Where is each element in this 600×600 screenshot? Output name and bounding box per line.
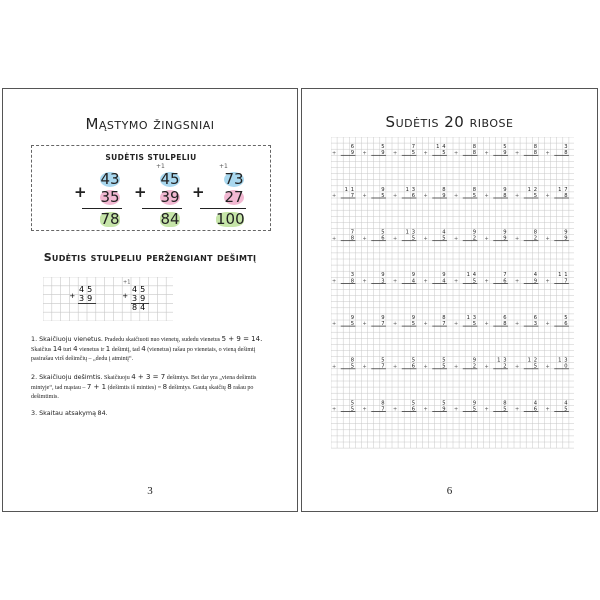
addend-bottom: 5: [350, 406, 355, 413]
plus-sign: +: [484, 278, 489, 285]
addend-bottom: 7: [381, 321, 385, 328]
addend-bottom: 8: [564, 150, 568, 157]
addend-top: 3: [411, 229, 416, 236]
addend-bottom: 2: [533, 235, 538, 242]
step-2-formula: 7 + 1: [86, 383, 107, 391]
addend-bottom: 6: [564, 321, 568, 328]
step-1-number: 1: [105, 345, 111, 353]
addend-bottom: 7: [381, 406, 385, 413]
addend-top: 1: [558, 357, 562, 364]
plus-sign: +: [545, 406, 550, 413]
step-2-text: dešimtys. Gautą skaičių: [168, 385, 226, 391]
addend-top: 5: [442, 357, 446, 364]
plus-sign: +: [545, 235, 550, 242]
addend-bottom: 8: [503, 321, 507, 328]
plus-sign: +: [331, 150, 337, 157]
addend-top: 9: [350, 314, 355, 321]
step-2: [31, 373, 277, 402]
sum-line: [82, 208, 122, 209]
step-1-text: vienetus ir: [79, 347, 105, 353]
addend-top: 8: [503, 400, 507, 407]
addend-top: 1: [558, 186, 562, 193]
addend-top: 5: [381, 357, 385, 364]
plus-sign: +: [423, 406, 428, 413]
addend-bottom: 9: [503, 150, 507, 157]
plus-sign: +: [362, 193, 367, 200]
addend-top: 1: [405, 186, 409, 193]
addend-bottom: 5: [350, 321, 355, 328]
addend-top: 5: [381, 229, 385, 236]
plus-sign: +: [392, 363, 398, 370]
step-3-lead: 3. Skaitau atsakymą: [31, 409, 97, 417]
grid-b-top: 45: [132, 285, 149, 294]
addend-top: 1: [350, 186, 355, 193]
addend-top: 8: [472, 186, 477, 193]
left-page-title: Mąstymo žingsniai: [85, 115, 215, 133]
right-page: [301, 88, 598, 512]
step-1-text: Pradedu skaičiuoti nuo vienetų, sudedu vienetus: [104, 337, 221, 343]
addend-top: 1: [344, 186, 348, 193]
addend-top: 3: [564, 144, 568, 151]
addend-top: 9: [564, 229, 568, 236]
addend-top: 9: [503, 186, 507, 193]
addend-top: 4: [472, 272, 477, 279]
plus-sign: +: [423, 278, 428, 285]
box-title: SUDĖTIS STULPELIU: [105, 153, 197, 162]
plus-sign: +: [362, 235, 367, 242]
grid-a-plus: +: [69, 292, 76, 300]
ex2-carry: +1: [156, 163, 165, 170]
addend-bottom: 3: [533, 321, 538, 328]
step-1-number: 14: [52, 345, 62, 353]
plus-sign: +: [484, 193, 489, 200]
ex1-bottom: 35: [100, 188, 120, 206]
plus-sign: +: [545, 150, 550, 157]
ex1-result: 78: [100, 210, 120, 228]
addend-bottom: 5: [442, 150, 446, 157]
addend-top: 9: [411, 272, 416, 279]
ex2-result: 84: [160, 210, 180, 228]
addend-top: 5: [350, 400, 355, 407]
grid-a-bottom: 39: [79, 294, 96, 303]
right-page-title: Sudėtis 20 ribose: [385, 113, 514, 131]
addend-top: 7: [411, 144, 416, 151]
plus-sign: +: [392, 321, 398, 328]
addend-top: 1: [527, 186, 531, 193]
addend-top: 6: [533, 314, 538, 321]
addend-bottom: 9: [442, 406, 446, 413]
plus-sign: +: [514, 278, 520, 285]
addend-bottom: 5: [472, 278, 477, 285]
plus-sign: +: [192, 183, 205, 201]
grid-examples: [43, 277, 173, 321]
ex3-carry: +1: [219, 163, 228, 170]
plus-sign: +: [331, 363, 337, 370]
plus-sign: +: [331, 193, 337, 200]
step-2-text: (dešimtis iš minties) =: [107, 385, 162, 391]
addend-bottom: 6: [533, 406, 538, 413]
addend-bottom: 5: [472, 192, 477, 199]
plus-sign: +: [514, 193, 520, 200]
addend-top: 1: [497, 357, 501, 364]
addend-top: 2: [533, 357, 538, 364]
addend-bottom: 2: [472, 363, 477, 370]
addend-bottom: 9: [564, 235, 568, 242]
ex3-top: 73: [224, 170, 244, 188]
plus-sign: +: [514, 235, 520, 242]
addend-bottom: 8: [350, 278, 355, 285]
addend-top: 1: [405, 229, 409, 236]
addend-top: 3: [564, 357, 568, 364]
addend-bottom: 9: [381, 150, 385, 157]
addend-top: 9: [381, 272, 385, 279]
plus-sign: +: [453, 363, 459, 370]
column-example-1: [74, 165, 124, 229]
addend-top: 6: [350, 144, 355, 151]
addend-top: 9: [411, 314, 416, 321]
plus-sign: +: [453, 150, 459, 157]
addend-top: 1: [436, 144, 440, 151]
addend-top: 2: [533, 186, 538, 193]
plus-sign: +: [514, 321, 520, 328]
plus-sign: +: [423, 321, 428, 328]
addend-bottom: 5: [350, 363, 355, 370]
addend-top: 8: [472, 144, 477, 151]
plus-sign: +: [545, 193, 550, 200]
subtitle-crossing-ten: Sudėtis stulpeliu peržengiant dešimtį: [43, 251, 257, 264]
addend-bottom: 8: [564, 192, 568, 199]
addend-bottom: 6: [381, 235, 385, 242]
step-3: [31, 409, 277, 419]
column-addition-box: [31, 145, 271, 231]
right-page-number: 6: [446, 485, 453, 497]
addend-bottom: 4: [411, 278, 416, 285]
ex3-result: 100: [216, 210, 245, 228]
addend-bottom: 9: [503, 235, 507, 242]
addend-bottom: 8: [472, 150, 477, 157]
addend-top: 4: [442, 229, 446, 236]
addend-top: 1: [558, 272, 562, 279]
addend-bottom: 8: [533, 150, 538, 157]
grid-b-carry: +1: [123, 279, 131, 286]
step-1-text: Skaičius: [31, 347, 52, 353]
addend-top: 3: [350, 272, 355, 279]
plus-sign: +: [423, 235, 428, 242]
addend-top: 8: [533, 229, 538, 236]
plus-sign: +: [453, 321, 459, 328]
column-example-2: [134, 165, 184, 229]
addend-top: 3: [411, 186, 416, 193]
plus-sign: +: [545, 278, 550, 285]
addend-top: 6: [503, 314, 507, 321]
step-1-text: (vienetus) rašau po vienetais, o vieną dešimtį pasirašau virš dešimčių – „dedu į atmintį“.: [31, 347, 256, 362]
step-2-formula: 4 + 3 = 7: [131, 373, 166, 381]
ex2-bottom: 39: [160, 188, 180, 206]
step-1-formula: 5 + 9 = 14.: [221, 335, 263, 343]
addend-top: 7: [350, 229, 355, 236]
left-page: [2, 88, 298, 512]
addend-top: 9: [381, 186, 385, 193]
step-1-text: turi: [63, 347, 72, 353]
addend-top: 5: [411, 357, 416, 364]
plus-sign: +: [362, 150, 367, 157]
plus-sign: +: [134, 183, 147, 201]
plus-sign: +: [484, 235, 489, 242]
addend-bottom: 6: [411, 406, 416, 413]
addend-top: 3: [472, 314, 477, 321]
addend-bottom: 7: [442, 321, 446, 328]
plus-sign: +: [362, 406, 367, 413]
addend-bottom: 6: [411, 363, 416, 370]
plus-sign: +: [423, 193, 428, 200]
addend-bottom: 5: [442, 363, 446, 370]
step-1-lead: 1. Skaičiuoju vienetus.: [31, 335, 103, 343]
plus-sign: +: [423, 363, 428, 370]
addend-bottom: 5: [472, 406, 477, 413]
grid-b-bottom: 39: [132, 294, 149, 303]
addend-top: 3: [503, 357, 507, 364]
addend-top: 1: [466, 272, 470, 279]
addend-bottom: 5: [472, 321, 477, 328]
addend-top: 5: [564, 314, 568, 321]
plus-sign: +: [484, 321, 489, 328]
addend-bottom: 9: [533, 278, 538, 285]
addend-bottom: 5: [411, 321, 416, 328]
step-2-text: dešimtys. Bet dar yra „viena dešimtis mintyje“, tad mąstau –: [31, 375, 257, 391]
addend-bottom: 0: [564, 363, 568, 370]
step-2-text: Skaičiuoju: [104, 375, 130, 381]
addend-bottom: 2: [472, 235, 477, 242]
plus-sign: +: [362, 321, 367, 328]
addend-bottom: 6: [411, 192, 416, 199]
plus-sign: +: [484, 406, 489, 413]
addend-top: 7: [503, 272, 507, 279]
addend-bottom: 5: [442, 235, 446, 242]
addend-top: 8: [442, 314, 446, 321]
addend-bottom: 7: [381, 363, 385, 370]
addend-top: 9: [472, 357, 477, 364]
addend-top: 4: [442, 144, 446, 151]
addend-top: 1: [527, 357, 531, 364]
addend-top: 9: [442, 272, 446, 279]
addend-top: 5: [503, 144, 507, 151]
grid-a-top: 45: [79, 285, 96, 294]
addend-top: 5: [381, 144, 385, 151]
step-2-text: rašau po dešimtimis.: [31, 385, 254, 400]
plus-sign: +: [362, 278, 367, 285]
plus-sign: +: [331, 406, 337, 413]
plus-sign: +: [331, 235, 337, 242]
addend-top: 9: [472, 400, 477, 407]
plus-sign: +: [423, 150, 428, 157]
addend-bottom: 2: [503, 363, 507, 370]
plus-sign: +: [484, 363, 489, 370]
plus-sign: +: [392, 278, 398, 285]
step-1-number: 4: [73, 345, 78, 353]
addend-top: 1: [466, 314, 470, 321]
plus-sign: +: [392, 406, 398, 413]
addend-top: 9: [381, 314, 385, 321]
plus-sign: +: [514, 363, 520, 370]
addend-top: 9: [503, 229, 507, 236]
plus-sign: +: [392, 193, 398, 200]
addend-top: 5: [442, 400, 446, 407]
addend-bottom: 5: [564, 406, 568, 413]
addend-bottom: 5: [411, 150, 416, 157]
plus-sign: +: [545, 321, 550, 328]
plus-sign: +: [453, 193, 459, 200]
plus-sign: +: [484, 150, 489, 157]
column-example-3: [192, 165, 248, 229]
addend-bottom: 6: [503, 278, 507, 285]
addend-top: 8: [533, 144, 538, 151]
addition-exercise-grid: [331, 137, 574, 451]
sum-line: [200, 208, 246, 209]
addend-top: 4: [533, 272, 538, 279]
addend-top: 7: [564, 186, 568, 193]
step-1-number: 4: [141, 345, 146, 353]
plus-sign: +: [362, 363, 367, 370]
addend-bottom: 5: [381, 192, 385, 199]
grid-b-result: 84: [132, 303, 149, 312]
addend-bottom: 5: [503, 406, 507, 413]
addend-bottom: 8: [503, 192, 507, 199]
sum-line: [142, 208, 182, 209]
step-1-text: dešimtį, tad: [111, 347, 140, 353]
step-1: [31, 335, 277, 364]
addend-top: 8: [350, 357, 355, 364]
plus-sign: +: [74, 183, 87, 201]
addend-top: 8: [381, 400, 385, 407]
grid-b-plus: +: [122, 292, 129, 300]
ex2-top: 45: [160, 170, 180, 188]
addend-bottom: 9: [350, 150, 355, 157]
plus-sign: +: [545, 363, 550, 370]
step-2-number: 8: [162, 383, 168, 391]
plus-sign: +: [514, 150, 520, 157]
addend-bottom: 4: [442, 278, 446, 285]
plus-sign: +: [453, 235, 459, 242]
step-2-number: 8: [227, 383, 232, 391]
addend-bottom: 7: [350, 192, 355, 199]
plus-sign: +: [331, 321, 337, 328]
addend-top: 8: [442, 186, 446, 193]
ex1-top: 43: [100, 170, 120, 188]
plus-sign: +: [453, 278, 459, 285]
step-2-lead: 2. Skaičiuoju dešimtis.: [31, 373, 103, 381]
plus-sign: +: [514, 406, 520, 413]
addend-bottom: 5: [411, 235, 416, 242]
plus-sign: +: [331, 278, 337, 285]
addend-top: 4: [564, 400, 568, 407]
ex3-bottom: 27: [224, 188, 244, 206]
left-page-number: 3: [147, 485, 153, 497]
plus-sign: +: [453, 406, 459, 413]
addend-top: 9: [472, 229, 477, 236]
addend-bottom: 9: [442, 192, 446, 199]
addend-top: 1: [564, 272, 568, 279]
plus-sign: +: [392, 235, 398, 242]
plus-sign: +: [392, 150, 398, 157]
addend-bottom: 5: [533, 363, 538, 370]
addend-bottom: 3: [381, 278, 385, 285]
addend-bottom: 7: [564, 278, 568, 285]
addend-bottom: 8: [350, 235, 355, 242]
addend-top: 5: [411, 400, 416, 407]
addend-top: 4: [533, 400, 538, 407]
addend-bottom: 5: [533, 192, 538, 199]
step-3-answer: 84.: [97, 409, 108, 417]
